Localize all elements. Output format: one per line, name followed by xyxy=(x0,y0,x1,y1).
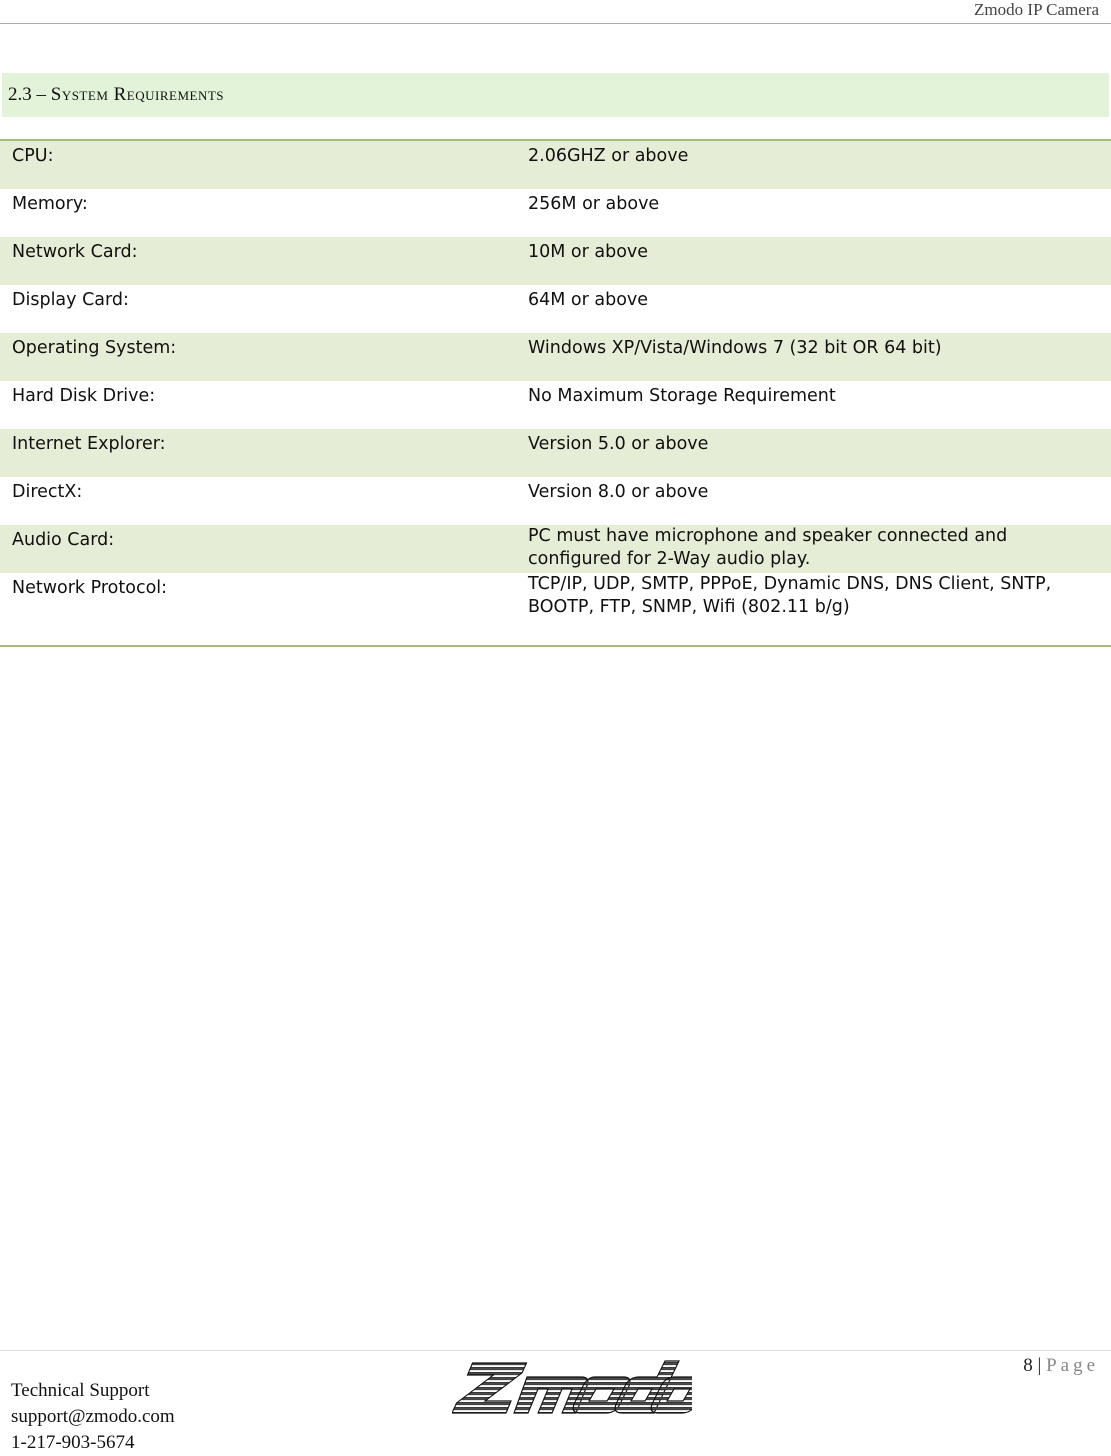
table-row xyxy=(0,525,1111,573)
page-number-value: 8 xyxy=(1023,1355,1033,1376)
table-row xyxy=(0,381,1111,429)
requirement-value: 10M or above xyxy=(528,242,649,262)
requirement-label: CPU: xyxy=(12,146,54,166)
page-label: Page xyxy=(1046,1355,1099,1376)
table-row xyxy=(0,189,1111,237)
requirement-value: Version 5.0 or above xyxy=(528,434,709,454)
running-header-title: Zmodo IP Camera xyxy=(974,0,1099,19)
requirement-label: DirectX: xyxy=(12,482,83,502)
table-row xyxy=(0,285,1111,333)
requirement-value: PC must have microphone and speaker connected and configured for 2-Way audio play. xyxy=(528,526,1008,569)
footer-divider xyxy=(0,1350,1111,1351)
requirement-label: Internet Explorer: xyxy=(12,434,166,454)
zmodo-logo xyxy=(452,1357,692,1419)
requirement-value: Windows XP/Vista/Windows 7 (32 bit OR 64 bit) xyxy=(528,338,942,358)
table-row xyxy=(0,573,1111,645)
requirement-value: Version 8.0 or above xyxy=(528,482,709,502)
requirement-value: 256M or above xyxy=(528,194,660,214)
support-phone: 1-217-903-5674 xyxy=(11,1432,135,1453)
requirement-label: Network Card: xyxy=(12,242,138,262)
table-row xyxy=(0,237,1111,285)
table-row xyxy=(0,477,1111,525)
requirement-label: Operating System: xyxy=(12,338,177,358)
table-row xyxy=(0,429,1111,477)
support-title: Technical Support xyxy=(11,1380,150,1401)
requirement-value: TCP/IP, UDP, SMTP, PPPoE, Dynamic DNS, DNS Client, SNTP, BOOTP, FTP, SNMP, Wifi (802.11 b/g) xyxy=(528,574,1052,617)
page-number xyxy=(1023,1355,1099,1377)
requirements-table xyxy=(0,139,1111,647)
section-number: 2.3 – xyxy=(8,84,46,105)
requirement-label: Memory: xyxy=(12,194,88,214)
footer-contact xyxy=(11,1378,175,1456)
table-row xyxy=(0,141,1111,189)
header-divider xyxy=(0,23,1111,24)
section-title: System Requirements xyxy=(50,84,225,105)
requirement-value: 2.06GHZ or above xyxy=(528,146,689,166)
section-heading xyxy=(2,73,1109,117)
support-email: support@zmodo.com xyxy=(11,1406,175,1427)
requirement-value: No Maximum Storage Requirement xyxy=(528,386,836,406)
requirement-label: Hard Disk Drive: xyxy=(12,386,156,406)
requirement-label: Network Protocol: xyxy=(12,578,168,598)
page-separator: | xyxy=(1037,1355,1042,1376)
requirement-label: Display Card: xyxy=(12,290,129,310)
requirement-value: 64M or above xyxy=(528,290,649,310)
requirement-label: Audio Card: xyxy=(12,530,115,550)
table-row xyxy=(0,333,1111,381)
